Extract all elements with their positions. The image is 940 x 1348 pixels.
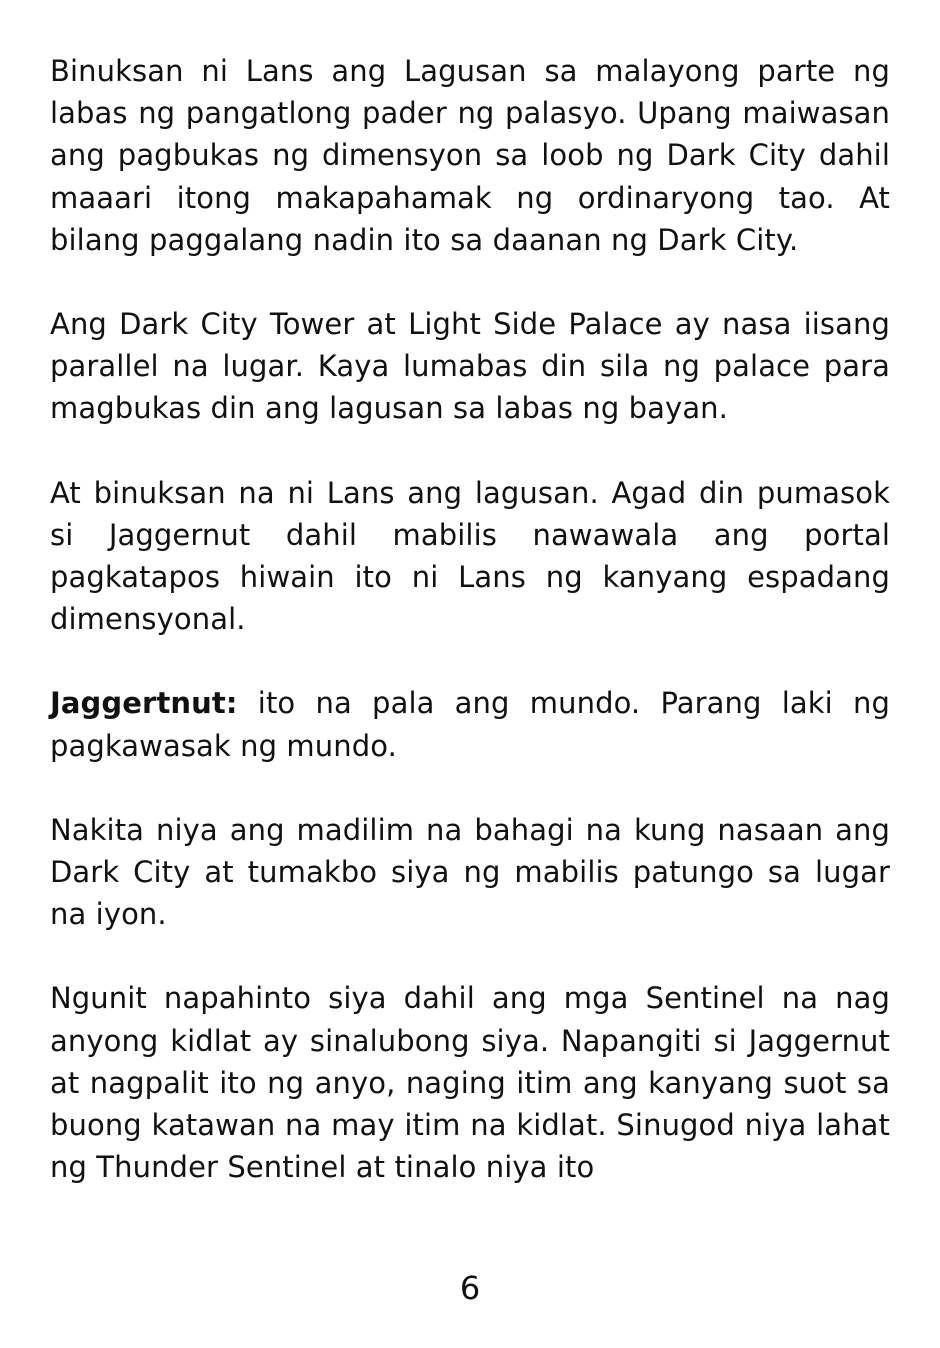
page-number: 6 <box>459 1269 481 1307</box>
paragraph-3 <box>50 472 890 641</box>
paragraph-1 <box>50 50 890 261</box>
paragraph-1-text: Binuksan ni Lans ang Lagusan sa malayong parte ng labas ng pangatlong pader ng palasyo. Upang maiwasan ang pagbukas ng dimensyon sa loob ng Dark City dahil maaari itong makapahamak ng ordinaryong tao. At bilang paggalang nadin ito sa daanan ng Dark City. <box>50 54 890 257</box>
paragraph-5-text: Nakita niya ang madilim na bahagi na kung nasaan ang Dark City at tumakbo siya ng mabilis patungo sa lugar na iyon. <box>50 812 890 932</box>
dialogue-text: ito na pala ang mundo. Parang laki ng pagkawasak ng mundo. <box>50 686 891 763</box>
speaker-name: Jaggertnut: <box>50 686 238 721</box>
paragraph-6-text: Ngunit napahinto siya dahil ang mga Sentinel na nag anyong kidlat ay sinalubong siya. Napangiti si Jaggernut at nagpalit ito ng anyo, naging itim ang kanyang suot sa buong katawan na may itim na kidlat. Sinugod niya lahat ng Thunder Sentinel at tinalo niya ito <box>50 981 890 1185</box>
paragraph-6 <box>50 977 890 1188</box>
dialogue-paragraph <box>50 682 890 766</box>
paragraph-5 <box>50 809 890 936</box>
paragraph-2 <box>50 303 890 430</box>
page-body <box>50 50 890 1230</box>
paragraph-2-text: Ang Dark City Tower at Light Side Palace ay nasa iisang parallel na lugar. Kaya lumabas din sila ng palace para magbukas din ang lagusan sa labas ng bayan. <box>50 307 890 426</box>
paragraph-3-text: At binuksan na ni Lans ang lagusan. Agad din pumasok si Jaggernut dahil mabilis nawawala ang portal pagkatapos hiwain ito ni Lans ng kanyang espadang dimensyonal. <box>50 475 890 637</box>
